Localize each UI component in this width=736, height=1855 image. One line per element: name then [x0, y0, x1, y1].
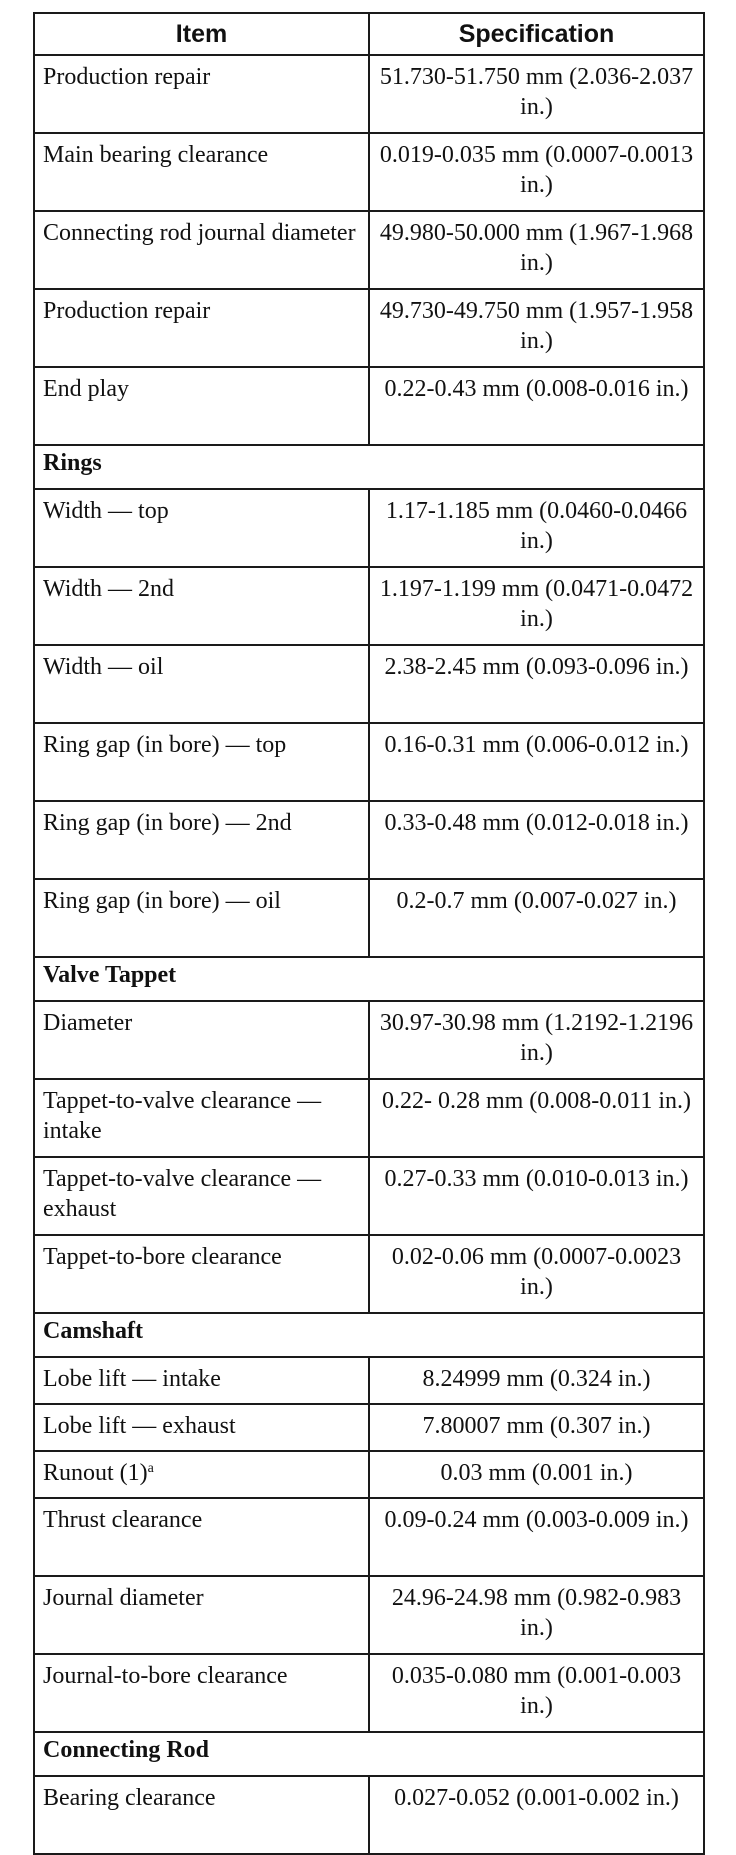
item-column-header: Item: [34, 13, 369, 55]
table-row: [34, 1404, 704, 1451]
spec-cell: 0.03 mm (0.001 in.): [369, 1451, 704, 1498]
spec-cell: 8.24999 mm (0.324 in.): [369, 1357, 704, 1404]
item-cell: Connecting rod journal diameter: [34, 211, 369, 289]
item-cell: Tappet-to-bore clearance: [34, 1235, 369, 1313]
item-cell: Bearing clearance: [34, 1776, 369, 1854]
item-cell: Main bearing clearance: [34, 133, 369, 211]
spec-cell: 0.027-0.052 (0.001-0.002 in.): [369, 1776, 704, 1854]
item-cell: Width — oil: [34, 645, 369, 723]
table-row: [34, 133, 704, 211]
spec-cell: 51.730-51.750 mm (2.036-2.037 in.): [369, 55, 704, 133]
table-row: [34, 367, 704, 445]
spec-cell: 0.22- 0.28 mm (0.008-0.011 in.): [369, 1079, 704, 1157]
table-row: [34, 567, 704, 645]
spec-cell: 24.96-24.98 mm (0.982-0.983 in.): [369, 1576, 704, 1654]
table-row: [34, 1498, 704, 1576]
spec-cell: 0.09-0.24 mm (0.003-0.009 in.): [369, 1498, 704, 1576]
section-heading: Camshaft: [34, 1313, 704, 1357]
item-cell: Lobe lift — intake: [34, 1357, 369, 1404]
section-row-valve-tappet: [34, 957, 704, 1001]
item-cell: Width — top: [34, 489, 369, 567]
table-row: [34, 1001, 704, 1079]
spec-cell: 0.22-0.43 mm (0.008-0.016 in.): [369, 367, 704, 445]
item-cell: Production repair: [34, 289, 369, 367]
spec-cell: 1.197-1.199 mm (0.0471-0.0472 in.): [369, 567, 704, 645]
spec-cell: 0.2-0.7 mm (0.007-0.027 in.): [369, 879, 704, 957]
table-row: [34, 289, 704, 367]
table-row: [34, 645, 704, 723]
item-cell: Diameter: [34, 1001, 369, 1079]
spec-cell: 0.27-0.33 mm (0.010-0.013 in.): [369, 1157, 704, 1235]
item-cell: Thrust clearance: [34, 1498, 369, 1576]
table-row: [34, 211, 704, 289]
item-cell: Lobe lift — exhaust: [34, 1404, 369, 1451]
spec-cell: 0.019-0.035 mm (0.0007-0.0013 in.): [369, 133, 704, 211]
item-cell: [34, 1451, 369, 1498]
item-cell: Ring gap (in bore) — top: [34, 723, 369, 801]
item-cell: Production repair: [34, 55, 369, 133]
section-heading: Connecting Rod: [34, 1732, 704, 1776]
table-row: [34, 879, 704, 957]
table-row: [34, 1451, 704, 1498]
table-row: [34, 1654, 704, 1732]
spec-cell: 2.38-2.45 mm (0.093-0.096 in.): [369, 645, 704, 723]
item-cell: Width — 2nd: [34, 567, 369, 645]
item-cell: Tappet-to-valve clearance — intake: [34, 1079, 369, 1157]
table-row: [34, 1357, 704, 1404]
spec-cell: 1.17-1.185 mm (0.0460-0.0466 in.): [369, 489, 704, 567]
spec-cell: 0.035-0.080 mm (0.001-0.003 in.): [369, 1654, 704, 1732]
spec-cell: 0.16-0.31 mm (0.006-0.012 in.): [369, 723, 704, 801]
table-row: [34, 723, 704, 801]
spec-cell: 0.02-0.06 mm (0.0007-0.0023 in.): [369, 1235, 704, 1313]
spec-cell: 7.80007 mm (0.307 in.): [369, 1404, 704, 1451]
specification-table: [33, 12, 705, 1855]
spec-cell: 49.730-49.750 mm (1.957-1.958 in.): [369, 289, 704, 367]
item-cell: Tappet-to-valve clearance — exhaust: [34, 1157, 369, 1235]
table-row: [34, 1576, 704, 1654]
section-heading: Rings: [34, 445, 704, 489]
table-row: [34, 1157, 704, 1235]
section-row-connecting-rod: [34, 1732, 704, 1776]
spec-cell: 30.97-30.98 mm (1.2192-1.2196 in.): [369, 1001, 704, 1079]
specification-column-header: Specification: [369, 13, 704, 55]
table-row: [34, 1776, 704, 1854]
item-cell: Journal diameter: [34, 1576, 369, 1654]
footnote-marker: a: [147, 1461, 154, 1476]
item-cell: End play: [34, 367, 369, 445]
table-row: [34, 489, 704, 567]
item-cell: Ring gap (in bore) — oil: [34, 879, 369, 957]
table-row: [34, 1235, 704, 1313]
table-row: [34, 801, 704, 879]
table-row: [34, 1079, 704, 1157]
section-heading: Valve Tappet: [34, 957, 704, 1001]
spec-cell: 49.980-50.000 mm (1.967-1.968 in.): [369, 211, 704, 289]
section-row-camshaft: [34, 1313, 704, 1357]
spec-cell: 0.33-0.48 mm (0.012-0.018 in.): [369, 801, 704, 879]
header-row: [34, 13, 704, 55]
section-row-rings: [34, 445, 704, 489]
item-cell: Journal-to-bore clearance: [34, 1654, 369, 1732]
item-cell: Ring gap (in bore) — 2nd: [34, 801, 369, 879]
item-text: Runout (1): [43, 1460, 148, 1486]
table-row: [34, 55, 704, 133]
